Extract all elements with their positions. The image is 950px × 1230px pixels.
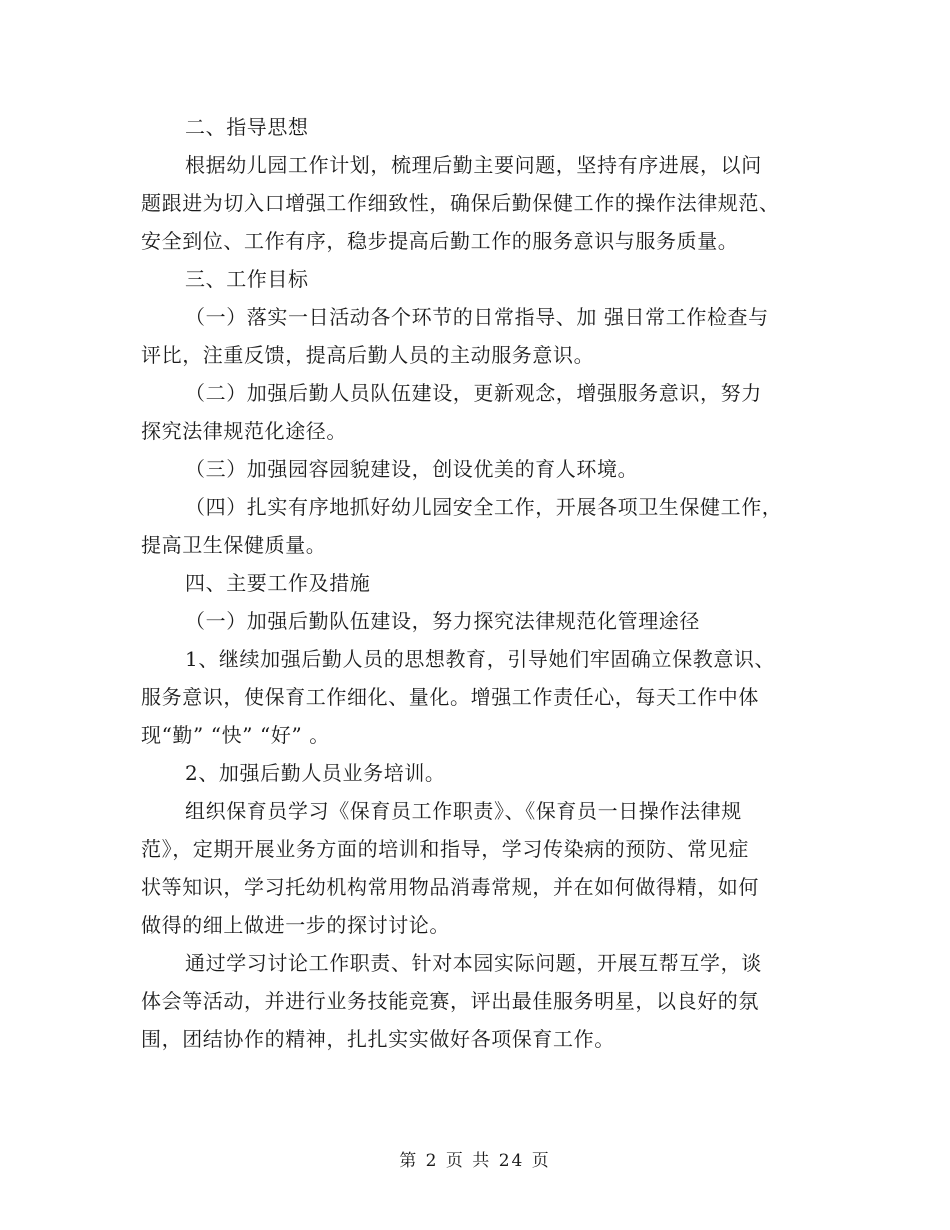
paragraph-line: 状等知识，学习托幼机构常用物品消毒常规，并在如何做得精，如何	[141, 875, 759, 899]
paragraph-line: 提高卫生保健质量。	[141, 533, 327, 557]
paragraph-line: （一）落实一日活动各个环节的日常指导、加 强日常工作检查与	[185, 305, 769, 329]
paragraph-line: 范》，定期开展业务方面的培训和指导，学习传染病的预防、常见症	[141, 837, 749, 861]
document-body	[141, 108, 809, 1058]
paragraph-line: 题跟进为切入口增强工作细致性，确保后勤保健工作的操作法律规范、	[141, 191, 780, 215]
paragraph-line: 通过学习讨论工作职责、针对本园实际问题，开展互帮互学，谈	[185, 951, 762, 975]
subsection-heading: （一）加强后勤队伍建设，努力探究法律规范化管理途径	[185, 609, 700, 633]
paragraph-line: 围，团结协作的精神，扎扎实实做好各项保育工作。	[141, 1027, 615, 1051]
paragraph-line: （四）扎实有序地抓好幼儿园安全工作，开展各项卫生保健工作，	[185, 495, 783, 519]
paragraph-line: 1、继续加强后勤人员的思想教育，引导她们牢固确立保教意识、	[185, 647, 776, 671]
section-heading-guiding-ideology: 二、指导思想	[185, 115, 309, 139]
paragraph-line: （二）加强后勤人员队伍建设，更新观念，增强服务意识，努力	[185, 381, 762, 405]
section-heading-main-work: 四、主要工作及措施	[185, 571, 371, 595]
section-heading-work-goals: 三、工作目标	[185, 267, 309, 291]
paragraph-line: （三）加强园容园貌建设，创设优美的育人环境。	[185, 457, 639, 481]
paragraph-line: 安全到位、工作有序，稳步提高后勤工作的服务意识与服务质量。	[141, 229, 739, 253]
paragraph-line: 探究法律规范化途径。	[141, 419, 347, 443]
paragraph-line: 做得的细上做进一步的探讨讨论。	[141, 913, 450, 937]
paragraph-line: 现“勤” “快” “好” 。	[141, 723, 330, 747]
paragraph-line: 2、加强后勤人员业务培训。	[185, 761, 446, 785]
page-number-footer: 第 2 页 共 24 页	[399, 1151, 551, 1171]
paragraph-line: 服务意识，使保育工作细化、量化。增强工作责任心，每天工作中体	[141, 685, 759, 709]
paragraph-line: 根据幼儿园工作计划，梳理后勤主要问题，坚持有序进展，以问	[185, 153, 762, 177]
paragraph-line: 评比，注重反馈，提高后勤人员的主动服务意识。	[141, 343, 595, 367]
paragraph-line: 组织保育员学习《保育员工作职责》、《保育员一日操作法律规	[185, 799, 742, 823]
paragraph-line: 体会等活动，并进行业务技能竞赛，评出最佳服务明星，以良好的氛	[141, 989, 759, 1013]
